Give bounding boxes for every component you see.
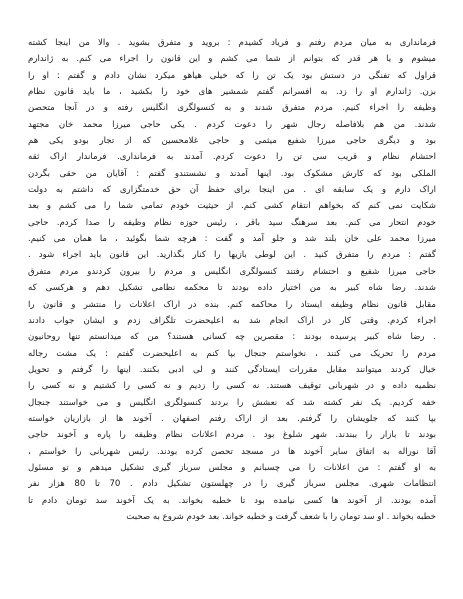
text-line: میرزا محمد علی خان بلند شد و جلو آمد و گفت : هرچه شما بگوئید ، ما همان می کنیم. xyxy=(28,234,436,245)
text-line: خودم انتحار می کنم. بعد سرهنگ سید باقر ، رئیس حوزه نظام وظیفه را صدا کردم. حاجی xyxy=(28,217,436,228)
text-line: الملکی بود که کارش مشکوک بود. اینها آمدند و نشستندو گفتم : آقایان من حقی بگردن xyxy=(28,168,436,179)
text-line: مردم را تحریک می کنند ، نخواستم جنجال بپا کنم به اعلیحضرت گفتم : یک مشت رجاله xyxy=(28,348,436,359)
text-line: بپا کنند که جلویشان را گرفتم. بعد از اراک رفتم اصفهان . آخوند ها از بازاریان خواسته xyxy=(28,413,436,424)
text-line: خفه کردیم. یک نفر کشته شد که نعشش را بردند کنسولگری انگلیس و می خواستند جنجال xyxy=(28,397,436,408)
text-line: خطبه بخواند . او سد تومان را با شعف گرفت و خطبه خواند. بعد خودم شروع به صحبت xyxy=(126,511,436,522)
text-line: . رضا شاه کبیر پرسیده بودند : مقصرین چه کسانی هستند؟ من که میدانستم تنها روحانیون xyxy=(28,332,436,343)
text-line: احتشام نظام و قریب سی تن را دعوت کردم. آمدند به فرمانداری. فرماندار اراک ثقه xyxy=(28,152,436,163)
text-line: اراک دارم و یک سابقه ای . من اینجا برای حفظ آن حق خدمتگزاری که داشتم به دولت xyxy=(28,185,436,196)
text-line: وظیفه را اجراء کنیم. مردم متفرق شدند و به کنسولگری انگلیس رفته و در آنجا متحصن xyxy=(28,103,436,114)
text-line: خیال کردند میتوانند مقابل مقررات ایستادگی کنند و لی ادبی بکنند. اینها را گرفتم و تحویل xyxy=(28,364,436,375)
text-line: گفتم : مردم را متفرق کنید . این لوطی بازیها را کنار بگذارید. این قانون باید اجراء شود . xyxy=(28,250,436,261)
text-line: آقا نوراله به اتفاق سایر آخوند ها در مسجد تحصن کرده بودند. رئیس شهربانی را خواستم ، xyxy=(28,446,436,457)
text-line: نظمیه داده و در شهربانی توقیف هستند. نه کسی را زدیم و نه کسی را کشتیم و نه کسی را xyxy=(28,381,436,392)
text-line: بودند تا بازار را ببندند. شهر شلوغ بود . مردم اعلانات نظام وظیفه را پاره و آخوند حاجی xyxy=(28,430,436,441)
text-line: میشوم و یا هر قدر که بتوانم از شما می کشم و این قانون را اجراء می کنم. به ژاندارم xyxy=(28,54,436,65)
text-line: آمده بودند. از آخوند ها کسی نیامده بود تا خطبه بخواند. به یک آخوند سد تومان دادم تا xyxy=(28,495,436,506)
text-line: قراول که تفنگی در دستش بود یک تن را که خیلی هیاهو میکرد نشان دادم و گفتم : او را xyxy=(28,70,436,81)
text-line: حاجی میرزا شفیع و احتشام رفتند کنسولگری انگلیس و مردم را بیرون کردندو مردم متفرق xyxy=(28,266,436,277)
text-line: اجراء کردم. وقتی کار در اراک انجام شد به اعلیحضرت تلگراف زدم و ایشان جواب دادند xyxy=(28,315,436,326)
text-line: شکایت نمی کنم که بخواهم انتقام کشی کنم. از حیثیت خودم تمامی شما را می کشم و بعد xyxy=(28,201,436,212)
text-line: به او گفتم : من اعلانات را می چسبانم و مجلس سرباز گیری تشکیل میدهم و تو مسئول xyxy=(28,462,436,473)
text-line: مقابل قانون نظام وظیفه ایستاد را محاکمه کنم. بنده در اراک اعلانات را منتشر و قانون را xyxy=(28,299,436,310)
text-line: بود و دیگری حاجی میرزا شفیع میثمی و حاجی غلامحسین که از تجار بودو یکی هم xyxy=(28,136,436,147)
text-line: فرمانداری به میان مردم رفتم و فریاد کشیدم : بروید و متفرق بشوید . والا من اینجا کشته xyxy=(28,38,436,48)
text-line: بزن. ژاندارم او را زد. به افسرانم گفتم شمشیر های خود را بکشید ، ما باید قانون نظام xyxy=(28,87,436,98)
text-line: انتظامات شهری. مجلس سرباز گیری را در چهلستون تشکیل دادم . 70 تا 80 هزار نفر xyxy=(28,479,436,490)
text-line: شدند. من هم بلافاصله رجال شهر را دعوت کردم . یکی حاجی میرزا محمد خان مجتهد xyxy=(28,119,436,130)
text-line: شدند. رضا شاه کبیر به من اختیار داده بودند تا محکمه نظامی تشکیل دهم و هرکسی که xyxy=(28,283,436,294)
